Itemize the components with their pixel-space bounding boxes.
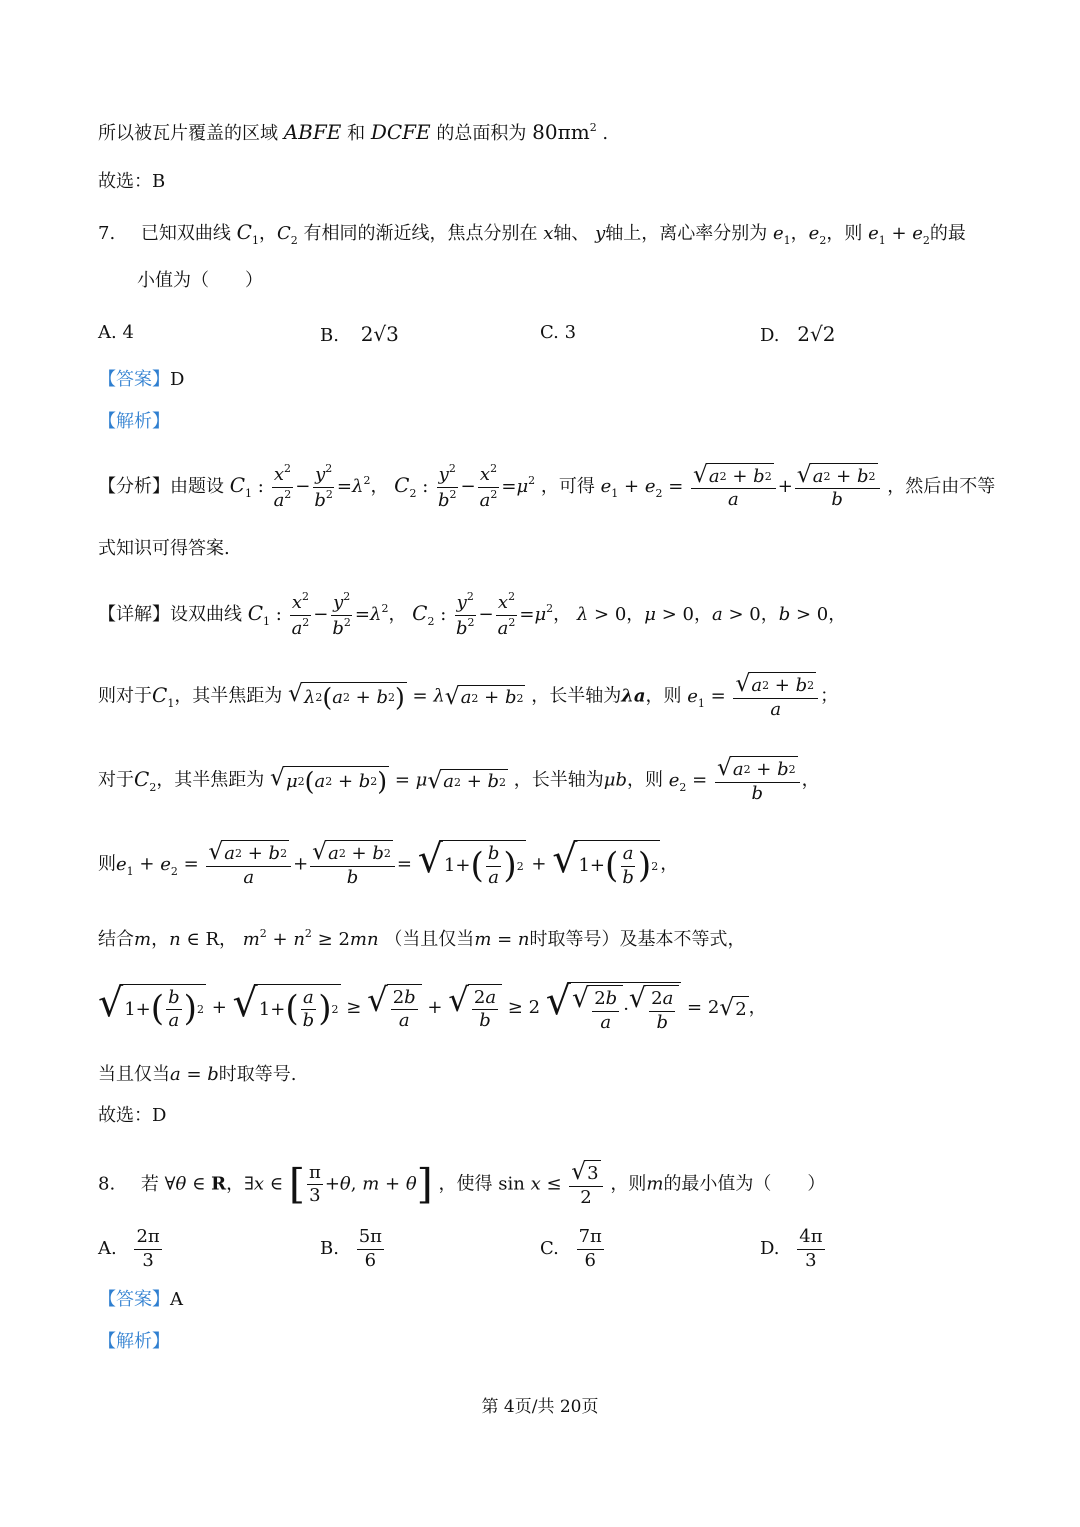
text: 当且仅当 [98,1064,170,1085]
q8-option-b [320,1226,386,1272]
text: ，长半轴为 [513,769,604,791]
q7-choice: 故选：D [98,1105,167,1126]
option-numerator: 5π [357,1226,384,1250]
q7-option-d [760,322,835,346]
text: 则 [98,853,116,875]
option-label: A. [98,1238,117,1259]
q8-stem: 8. 若 ∀θ ∈ R，∃x ∈ [ $\frac{\pi}{3}$ +θ, m + θ] ，使得 sin x ≤ √ 3 2 ，则m的最小值为（ ） [98,1157,826,1208]
option-label: D. [760,325,780,346]
text: 结合 [98,929,134,950]
option-denominator: 3 [805,1249,817,1271]
question-number: 7. [98,223,116,244]
q8-option-c [540,1226,606,1272]
option-label: C. [540,1238,559,1259]
text: 的最小值为（ ） [663,1173,826,1195]
text: ，长半轴为 [531,685,622,707]
region-abfe: ABFE [283,120,342,144]
q7-stem-line2: 小值为（ ） [137,270,263,291]
answer-value: D [170,369,185,390]
q8-option-d [760,1226,827,1272]
prev-area-line [98,122,608,143]
q7-answer [98,371,184,389]
text: （当且仅当 [384,929,475,950]
text: . [602,123,609,144]
text: 的总面积为 [436,123,527,144]
text: 和 [347,123,366,144]
region-dcfe: DCFE [370,120,431,144]
option-label: D. [760,1238,780,1259]
q7-detail-line5: √ 1+ ( $\frac{b}{a}$ ) 2 + √ 1+ ( $\frac{a}{b}$ ) 2 ≥ √ $\frac{2b}{a}$ + √ $\frac{2a}{b}$ ≥ 2 √ √ $\frac{2b}{a}$ · √ $\frac{2a}{b}$ = 2 √ 2 ， [98,978,767,1033]
question-number: 8. [98,1173,116,1195]
q8-analysis-label: 【解析】 [98,1331,170,1352]
text: ，使得 [438,1173,493,1195]
text: ，然后由不等 [887,476,996,497]
option-numerator: 2π [134,1226,161,1250]
q7-detail-line0: 【详解】设双曲线 $C_1$ : $\frac{x^2}{a^2}$ − $\frac{y^2}{b^2}$ $=\lambda^2$， $C_2$ : $\frac{y^2}{b^2}$ − $\frac{x^2}{a^2}$ $=\mu^2$， λ > 0，μ > 0，a > 0，b > 0， [98,590,847,639]
text: 的最 [929,223,966,244]
q8-option-a [98,1226,164,1272]
q7-option-b [320,322,399,346]
q7-fenxi: 【分析】由题设 $C_1$ : $\frac{x^2}{a^2}$ − $\frac{y^2}{b^2}$ $=\lambda^2$， $C_2$ : $\frac{y^2}{b^2}$ − $\frac{x^2}{a^2}$ $=\mu^2$ ，可得 $e_1 + e_2$ = √ a 2 + b 2 a + √ a 2 + b 2 b ，然后由不等 [98,459,996,511]
text: 时取等号）及基本不等式， [529,929,746,950]
option-denominator: 6 [584,1249,596,1271]
option-numerator: 7π [577,1226,604,1250]
q7-stem-line1: 7. 已知双曲线 $C_1$，$C_2$ 有相同的渐近线，焦点分别在 x轴、 y轴上，离心率分别为 $e_1$，$e_2$，则 $e_1 + e_2$的最 [98,220,966,247]
text: ，则 [826,223,863,244]
option-denominator: 3 [142,1249,154,1271]
q7-detail-line3: 则$e_1 + e_2$ = √ a 2 + b 2 a + √ a 2 + b 2 b = √ 1+ ( $\frac{b}{a}$ ) 2 + √ 1+ ( $\frac{a}{b}$ ) 2 ， [98,836,679,888]
option-value: 2√3 [360,322,399,346]
q7-analysis-label: 【解析】 [98,411,170,432]
page-footer: 第 4页/共 20页 [481,1397,599,1417]
text: 若 [140,1173,159,1195]
q7-detail-line4: 结合m，n ∈ R， $m^2 + n^2 \ge 2mn$ （当且仅当m = n时取等号）及基本不等式， [98,927,746,950]
q7-detail-line6: 当且仅当a = b时取等号. [98,1064,297,1085]
q7-detail-line2: 对于$C_2$，其半焦距为 √ μ 2 ( a 2 + b 2 ) = μ √ a 2 + b 2 ，长半轴为μb，则 $e_2$ = √ a 2 + b 2 b ， [98,753,820,804]
q7-fenxi-end: 式知识可得答案. [98,538,230,559]
text: 设双曲线 [170,604,242,625]
text: 已知双曲线 [140,223,231,244]
prev-choice: 故选：B [98,171,166,192]
option-label: B. [320,325,339,346]
text: ，可得 [540,476,595,497]
area-value: 80πm [532,120,590,144]
text: 轴、 [553,223,590,244]
q7-option-a: A. 4 [98,322,134,343]
area-exponent: 2 [589,121,597,134]
text: 轴上，离心率分别为 [605,223,768,244]
text: ，则 [645,685,682,707]
answer-label: 【答案】 [98,1289,170,1310]
q8-answer [98,1291,183,1309]
label: 【详解】 [98,604,170,625]
text: 对于 [98,769,134,791]
text: ，则 [610,1173,647,1195]
text: ，其半焦距为 [174,685,283,707]
answer-value: A [170,1289,183,1310]
text: ，则 [627,769,664,791]
q7-detail-line1: 则对于$C_1$，其半焦距为 √ λ 2 ( a 2 + b 2 ) = λ √ a 2 + b 2 ，长半轴为λa，则 $e_1$ = √ a 2 + b 2 a ； [98,669,839,720]
text: ，其半焦距为 [156,769,265,791]
q7-option-c: C. 3 [540,322,577,343]
text: 所以被瓦片覆盖的区域 [98,123,278,144]
answer-label: 【答案】 [98,369,170,390]
text: 时取等号. [218,1064,297,1085]
text: 则对于 [98,685,152,707]
text: 由题设 [170,476,224,497]
text: 有相同的渐近线，焦点分别在 [303,223,538,244]
option-numerator: 4π [797,1226,824,1250]
option-value: 2√2 [797,322,836,346]
label: 【分析】 [98,476,170,497]
option-denominator: 6 [364,1249,377,1271]
option-label: B. [320,1238,339,1259]
